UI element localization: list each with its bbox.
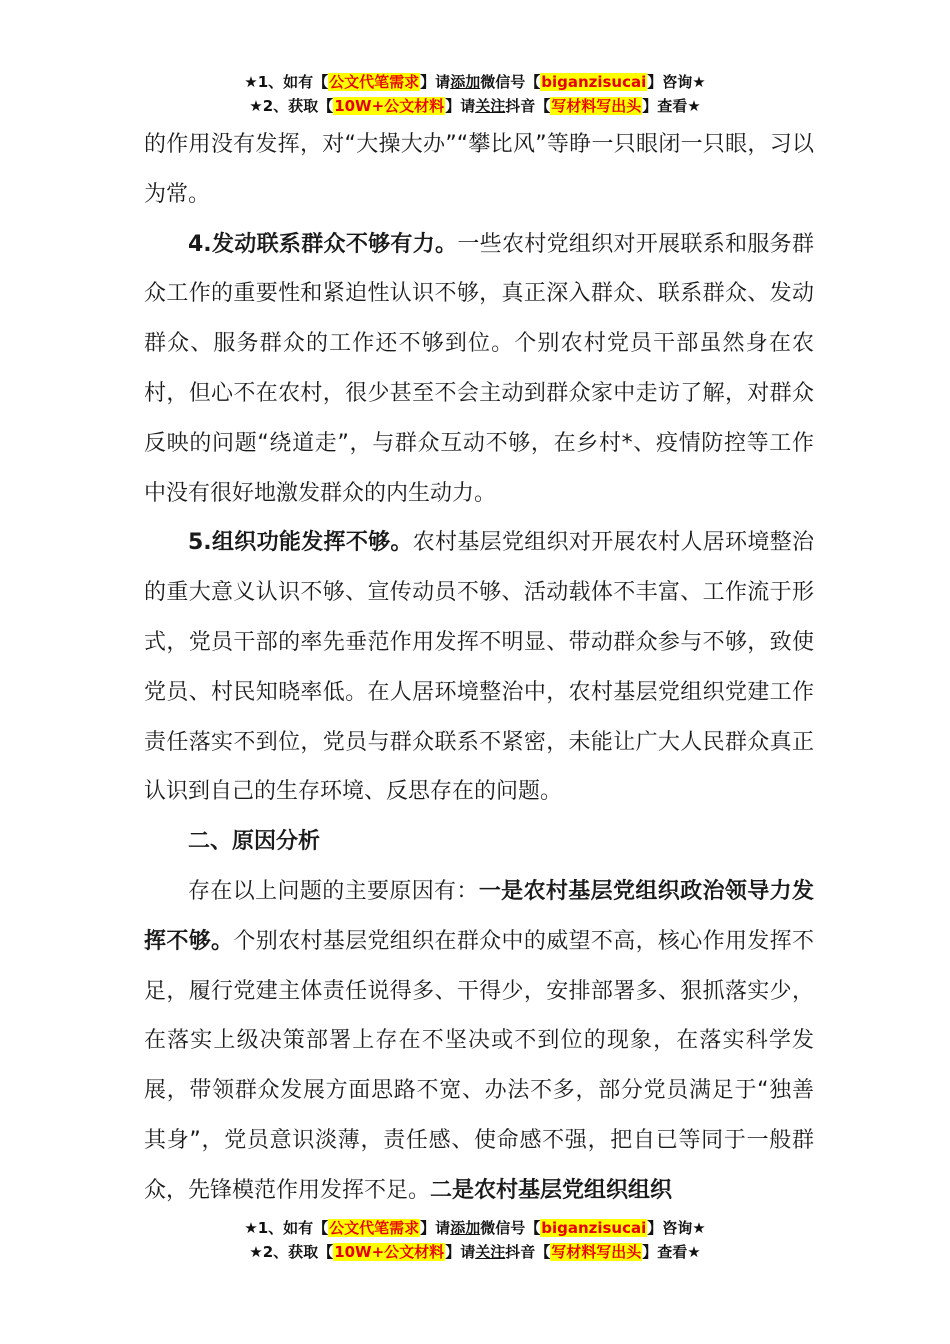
banner-wechat-id: biganzisucai: [541, 1219, 647, 1237]
header-banner: [0, 70, 950, 118]
banner-douyin-id: 写材料写出头: [551, 97, 642, 115]
cause-1-title: 一是农村基层党组织政治领导力发挥不够。: [144, 878, 814, 954]
footer-banner: [0, 1216, 950, 1264]
document-body: [144, 120, 814, 1216]
section-heading: 二、原因分析: [188, 829, 321, 855]
paragraph-item-4: 4.发动联系群众不够有力。一些农村党组织对开展联系和服务群众工作的重要性和紧迫性认识不够，真正深入群众、联系群众、发动群众、服务群众的工作还不够到位。个别农村党员干部虽然身在农村，但心不在农村，很少甚至不会主动到群众家中走访了解，对群众反映的问题“绕道走”，与群众互动不够，在乡村*、疫情防控等工作中没有很好地激发群众的内生动力。: [144, 231, 814, 506]
banner-line-1: ★1、如有【公文代笔需求】请添加微信号【biganzisucai】咨询★: [244, 73, 706, 91]
item-4-title: 4.发动联系群众不够有力。: [188, 231, 458, 257]
banner-douyin-id: 写材料写出头: [551, 1243, 642, 1261]
banner-highlight: 公文代笔需求: [329, 1219, 420, 1237]
banner-highlight: 10W+公文材料: [334, 1243, 445, 1261]
banner-highlight: 10W+公文材料: [334, 97, 445, 115]
banner-highlight: 公文代笔需求: [329, 73, 420, 91]
paragraph-cause-analysis: 存在以上问题的主要原因有：一是农村基层党组织政治领导力发挥不够。个别农村基层党组织在群众中的威望不高，核心作用发挥不足，履行党建主体责任说得多、干得少，安排部署多、狠抓落实少，在落实上级决策部署上存在不坚决或不到位的现象，在落实科学发展，带领群众发展方面思路不宽、办法不多，部分党员满足于“独善其身”，党员意识淡薄，责任感、使命感不强，把自已等同于一般群众，先锋模范作用发挥不足。二是农村基层党组织组织: [144, 878, 814, 1203]
paragraph-item-5: 5.组织功能发挥不够。农村基层党组织对开展农村人居环境整治的重大意义认识不够、宣传动员不够、活动载体不丰富、工作流于形式，党员干部的率先垂范作用发挥不明显、带动群众参与不够，致使党员、村民知晓率低。在人居环境整治中，农村基层党组织党建工作责任落实不到位，党员与群众联系不紧密，未能让广大人民群众真正认识到自己的生存环境、反思存在的问题。: [144, 530, 814, 805]
banner-line-2: ★2、获取【10W+公文材料】请关注抖音【写材料写出头】查看★: [249, 1243, 701, 1261]
banner-wechat-id: biganzisucai: [541, 73, 647, 91]
item-5-title: 5.组织功能发挥不够。: [188, 530, 413, 556]
cause-2-title: 二是农村基层党组织组织: [430, 1177, 673, 1203]
paragraph-continued: 的作用没有发挥，对“大操大办”“攀比风”等睁一只眼闭一只眼，习以为常。: [144, 132, 814, 207]
banner-line-1: ★1、如有【公文代笔需求】请添加微信号【biganzisucai】咨询★: [244, 1219, 706, 1237]
banner-line-2: ★2、获取【10W+公文材料】请关注抖音【写材料写出头】查看★: [249, 97, 701, 115]
